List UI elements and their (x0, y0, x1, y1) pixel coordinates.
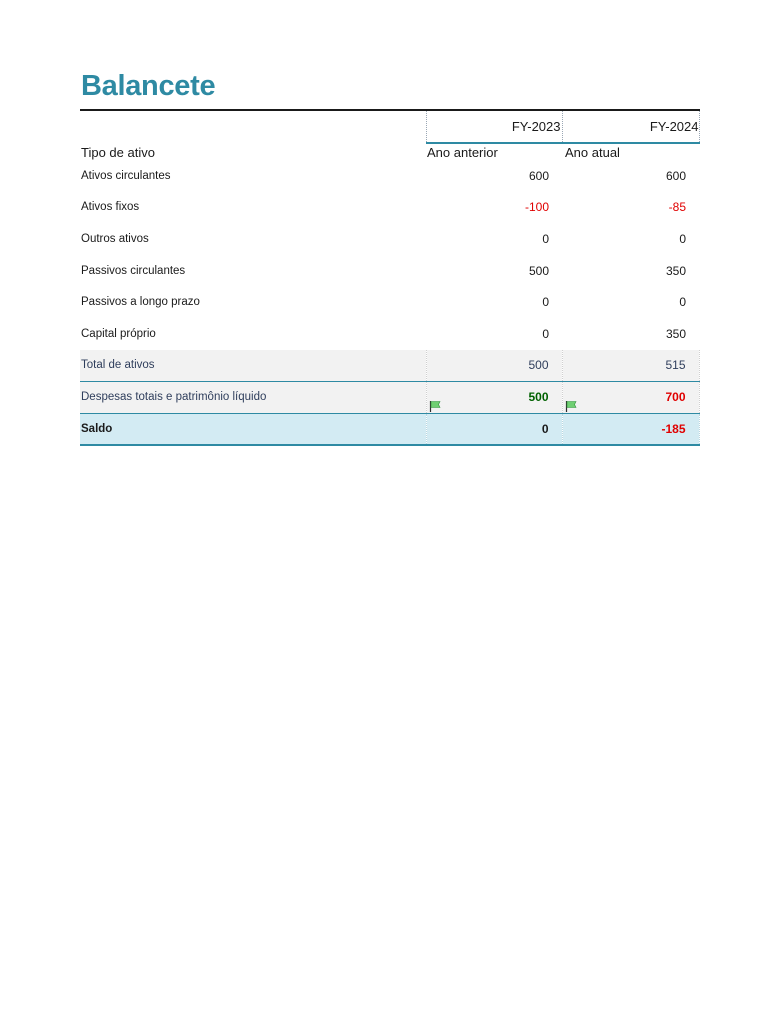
current-year-value[interactable]: 0 (679, 295, 686, 310)
total-expenses-equity-current-cell[interactable] (562, 381, 699, 413)
total-assets-previous[interactable]: 500 (426, 350, 562, 382)
row-label[interactable]: Outros ativos (81, 232, 149, 245)
table-row (80, 192, 699, 224)
previous-year-value[interactable]: -100 (524, 200, 549, 215)
balance-sheet-table (80, 109, 700, 446)
balance-row (80, 413, 699, 445)
total-expenses-equity-previous-cell[interactable] (426, 381, 562, 413)
table-row (80, 223, 699, 255)
header-spacer (80, 110, 426, 143)
total-assets-label[interactable]: Total de ativos (80, 350, 426, 382)
total-expenses-equity-label[interactable]: Despesas totais e patrimônio líquido (80, 381, 426, 413)
row-label[interactable]: Passivos a longo prazo (81, 296, 200, 309)
previous-year-value[interactable]: 0 (542, 295, 549, 310)
total-assets-row (80, 350, 699, 382)
table-row (80, 318, 699, 350)
current-year-value[interactable]: -85 (668, 200, 686, 215)
row-label[interactable]: Capital próprio (81, 327, 156, 340)
previous-year-value[interactable]: 0 (542, 326, 549, 341)
previous-year-value[interactable]: 500 (528, 263, 549, 278)
balance-current[interactable]: -185 (562, 413, 699, 445)
current-year-value[interactable]: 350 (665, 326, 686, 341)
row-label[interactable]: Passivos circulantes (81, 264, 186, 277)
previous-year-value[interactable]: 0 (542, 231, 549, 246)
row-label[interactable]: Ativos fixos (81, 201, 140, 214)
green-flag-icon (429, 400, 441, 412)
fy-2024-header[interactable]: FY-2024 (562, 110, 699, 143)
current-year-value[interactable]: 600 (665, 168, 686, 183)
current-year-header[interactable]: Ano atual (565, 145, 620, 160)
column-header-row (80, 143, 699, 160)
table-row (80, 286, 699, 318)
total-assets-current[interactable]: 515 (562, 350, 699, 382)
current-year-value[interactable]: 0 (679, 231, 686, 246)
total-expenses-equity-current: 700 (665, 390, 686, 405)
asset-type-header[interactable]: Tipo de ativo (81, 145, 155, 160)
total-expenses-equity-previous: 500 (528, 390, 549, 405)
table-row (80, 160, 699, 192)
fiscal-year-header-row (80, 110, 699, 143)
total-expenses-equity-row (80, 381, 699, 413)
row-label[interactable]: Ativos circulantes (81, 169, 171, 182)
current-year-value[interactable]: 350 (665, 263, 686, 278)
page-title: Balancete (81, 70, 216, 102)
previous-year-header[interactable]: Ano anterior (427, 145, 498, 160)
table-row (80, 255, 699, 287)
green-flag-icon (565, 400, 577, 412)
balance-label[interactable]: Saldo (80, 413, 426, 445)
fy-2023-header[interactable]: FY-2023 (426, 110, 562, 143)
previous-year-value[interactable]: 600 (528, 168, 549, 183)
balance-previous[interactable]: 0 (426, 413, 562, 445)
